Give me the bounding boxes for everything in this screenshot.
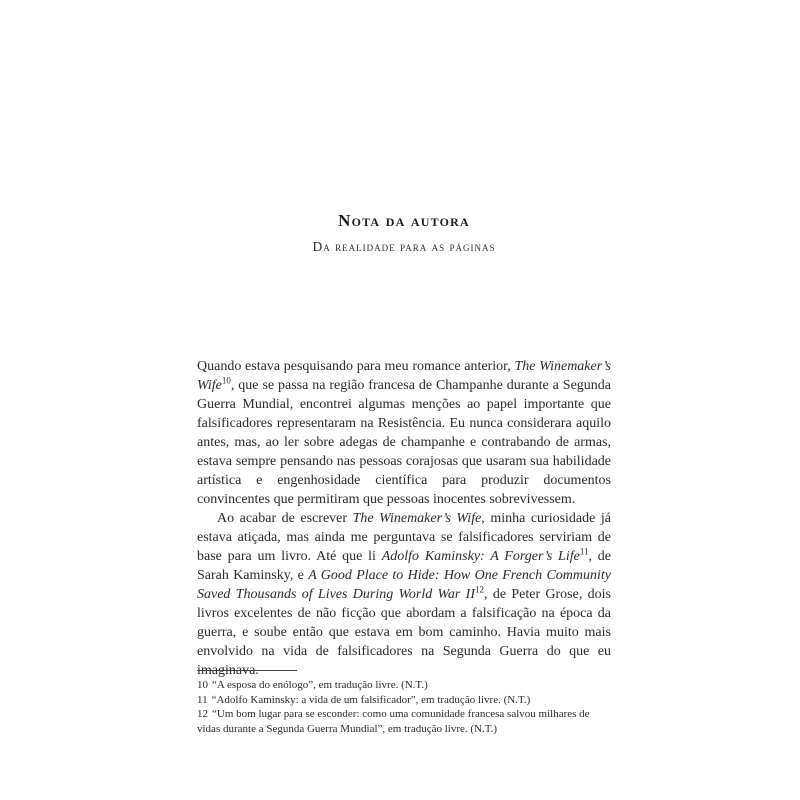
footnote-text: “Um bom lugar para se esconder: como uma comunidade francesa salvou milhares de vidas durante a Segunda Guerra Mundial”, em tradução livre. (N.T.) [197, 708, 590, 735]
footnote-number: 11 [197, 693, 208, 706]
footnote-text: “Adolfo Kaminsky: a vida de um falsificador”, em tradução livre. (N.T.) [211, 693, 531, 706]
chapter-subtitle: Da realidade para as páginas [312, 239, 496, 254]
footnote-12 [197, 707, 611, 736]
book-title-italic: The Winemaker’s Wife [352, 511, 482, 526]
footnote-number: 12 [197, 708, 208, 720]
chapter-title: Nota da autora [338, 211, 470, 230]
footnote-text: “A esposa do enólogo”, em tradução livre. (N.T.) [212, 679, 428, 691]
text-run: , que se passa na região francesa de Champanhe durante a Segunda Guerra Mundial, encontrei algumas menções ao papel importante que falsificadores representaram na Resistência. Eu nunca considerara aquilo antes, mas, ao ler sobre adegas de champanhe e contrabando de armas, estava sempre pensando nas pessoas corajosas que usaram sua habilidade artística e engenhosidade científica para produzir documentos convincentes que permitiram que pessoas inocentes sobrevivessem. [197, 378, 611, 507]
body-text-column [197, 357, 611, 680]
text-run: , minha curiosidade já estava atiçada, mas ainda me perguntava se falsificadores serviriam de base para um livro. Até que li [197, 511, 611, 564]
text-run: , de Peter Grose, dois livros excelentes de não ficção que abordam a falsificação na época da guerra, e soube então que estava em bom caminho. Havia muito mais envolvido na vida de falsificadores na Segunda Guerra do que eu imaginava. [197, 587, 611, 678]
footnote-ref-10: 10 [221, 375, 231, 386]
footnote-10 [197, 678, 611, 693]
book-title-italic: A Good Place to Hide: How One French Community Saved Thousands of Lives During World War II [197, 568, 611, 602]
book-title-italic: The Winemaker’s Wife [197, 359, 611, 393]
footnotes-block [197, 665, 611, 736]
footnote-11 [197, 693, 611, 708]
book-title-italic: Adolfo Kaminsky: A Forger’s Life [381, 549, 580, 564]
footnote-ref-12: 12 [475, 584, 485, 595]
footnote-number: 10 [197, 679, 208, 691]
paragraph-2 [197, 509, 611, 680]
footnote-ref-11: 11 [579, 546, 589, 557]
footnote-separator-rule [197, 670, 297, 671]
text-run: Ao acabar de escrever [217, 511, 353, 526]
chapter-heading-area [197, 210, 611, 255]
paragraph-1 [197, 357, 611, 509]
text-run: , de Sarah Kaminsky, e [197, 549, 611, 583]
text-run: Quando estava pesquisando para meu romance anterior, [197, 359, 515, 374]
